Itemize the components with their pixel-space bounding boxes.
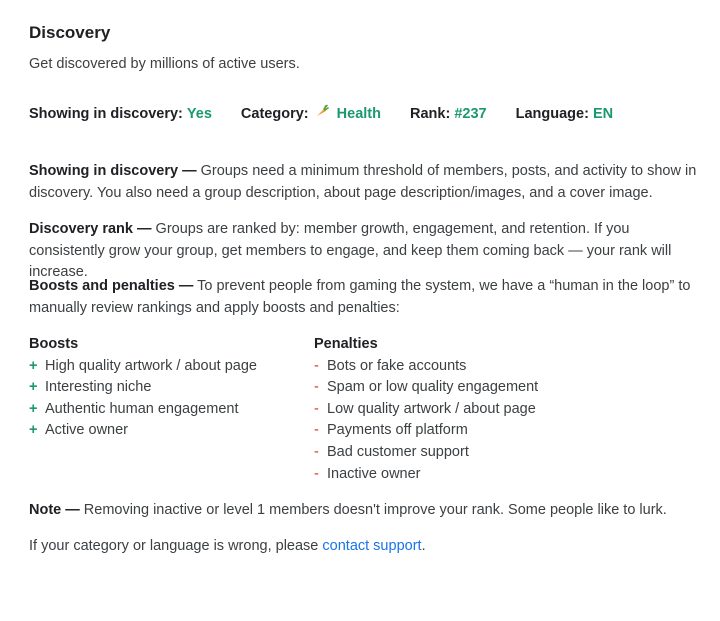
carrot-icon xyxy=(315,104,329,124)
boosts-penalties-section xyxy=(29,276,699,319)
boost-item: Authentic human engagement xyxy=(45,400,239,417)
minus-icon: - xyxy=(314,357,319,374)
minus-icon: - xyxy=(314,443,319,460)
rank-section-text: Groups are ranked by: member growth, engagement, and retention. If you consistently grow your group, get members to engage, and keep them coming back — your rank will increase. xyxy=(29,221,672,280)
list-item xyxy=(314,442,538,464)
stat-rank xyxy=(410,104,487,124)
showing-section-text: Groups need a minimum threshold of members, posts, and activity to show in discovery. You also need a group description, about page description/images, and a cover image. xyxy=(29,163,697,201)
penalty-item: Spam or low quality engagement xyxy=(327,379,539,396)
penalty-item: Payments off platform xyxy=(327,422,468,439)
showing-section xyxy=(29,161,699,204)
note-section xyxy=(29,500,699,522)
list-item xyxy=(314,356,538,378)
stat-category-label: Category: xyxy=(240,106,309,122)
minus-icon: - xyxy=(314,379,319,396)
boost-item: Interesting niche xyxy=(45,379,152,396)
penalty-item: Inactive owner xyxy=(327,465,421,482)
rank-section-lead: Discovery rank — xyxy=(29,221,152,237)
penalty-item: Bad customer support xyxy=(327,443,469,460)
showing-section-lead: Showing in discovery — xyxy=(29,163,197,179)
stat-category-value: Health xyxy=(336,106,381,122)
discovery-stats xyxy=(29,104,642,124)
note-text: Removing inactive or level 1 members doesn't improve your rank. Some people like to lurk. xyxy=(79,502,667,518)
list-item xyxy=(314,377,538,399)
list-item xyxy=(29,356,257,378)
list-item xyxy=(314,464,538,486)
boosts-penalties-lead: Boosts and penalties — xyxy=(29,278,194,294)
penalties-list xyxy=(314,334,538,485)
boosts-list xyxy=(29,334,257,442)
page-title: Discovery xyxy=(29,23,111,42)
list-item xyxy=(29,420,257,442)
stat-language-label: Language: xyxy=(515,106,589,122)
footer-section xyxy=(29,536,699,558)
stat-rank-label: Rank: xyxy=(410,106,451,122)
boosts-heading: Boosts xyxy=(29,336,79,352)
rank-section xyxy=(29,219,699,284)
list-item xyxy=(29,377,257,399)
boost-item: High quality artwork / about page xyxy=(45,357,257,374)
plus-icon: + xyxy=(29,422,38,439)
note-lead: Note — xyxy=(29,502,80,518)
stat-rank-value: #237 xyxy=(454,106,487,122)
plus-icon: + xyxy=(29,379,38,396)
stat-language-value: EN xyxy=(592,106,614,122)
penalty-item: Bots or fake accounts xyxy=(327,357,467,374)
minus-icon: - xyxy=(314,400,319,417)
list-item xyxy=(314,420,538,442)
minus-icon: - xyxy=(314,465,319,482)
stat-showing-label: Showing in discovery: xyxy=(29,106,183,122)
list-item xyxy=(29,399,257,421)
footer-text: If your category or language is wrong, please xyxy=(29,538,323,554)
boost-item: Active owner xyxy=(45,422,129,439)
list-item xyxy=(314,399,538,421)
stat-category xyxy=(241,104,381,124)
stat-language xyxy=(516,104,614,124)
contact-support-link[interactable]: contact support xyxy=(322,538,422,554)
page-subtitle: Get discovered by millions of active users. xyxy=(29,56,300,72)
boosts-penalties-text: To prevent people from gaming the system, we have a “human in the loop” to manually review rankings and apply boosts and penalties: xyxy=(29,278,691,316)
stat-showing xyxy=(29,104,212,124)
plus-icon: + xyxy=(29,357,38,374)
minus-icon: - xyxy=(314,422,319,439)
stat-showing-value: Yes xyxy=(186,106,212,122)
penalties-heading: Penalties xyxy=(314,336,378,352)
penalty-item: Low quality artwork / about page xyxy=(327,400,536,417)
plus-icon: + xyxy=(29,400,38,417)
footer-suffix: . xyxy=(421,538,426,554)
